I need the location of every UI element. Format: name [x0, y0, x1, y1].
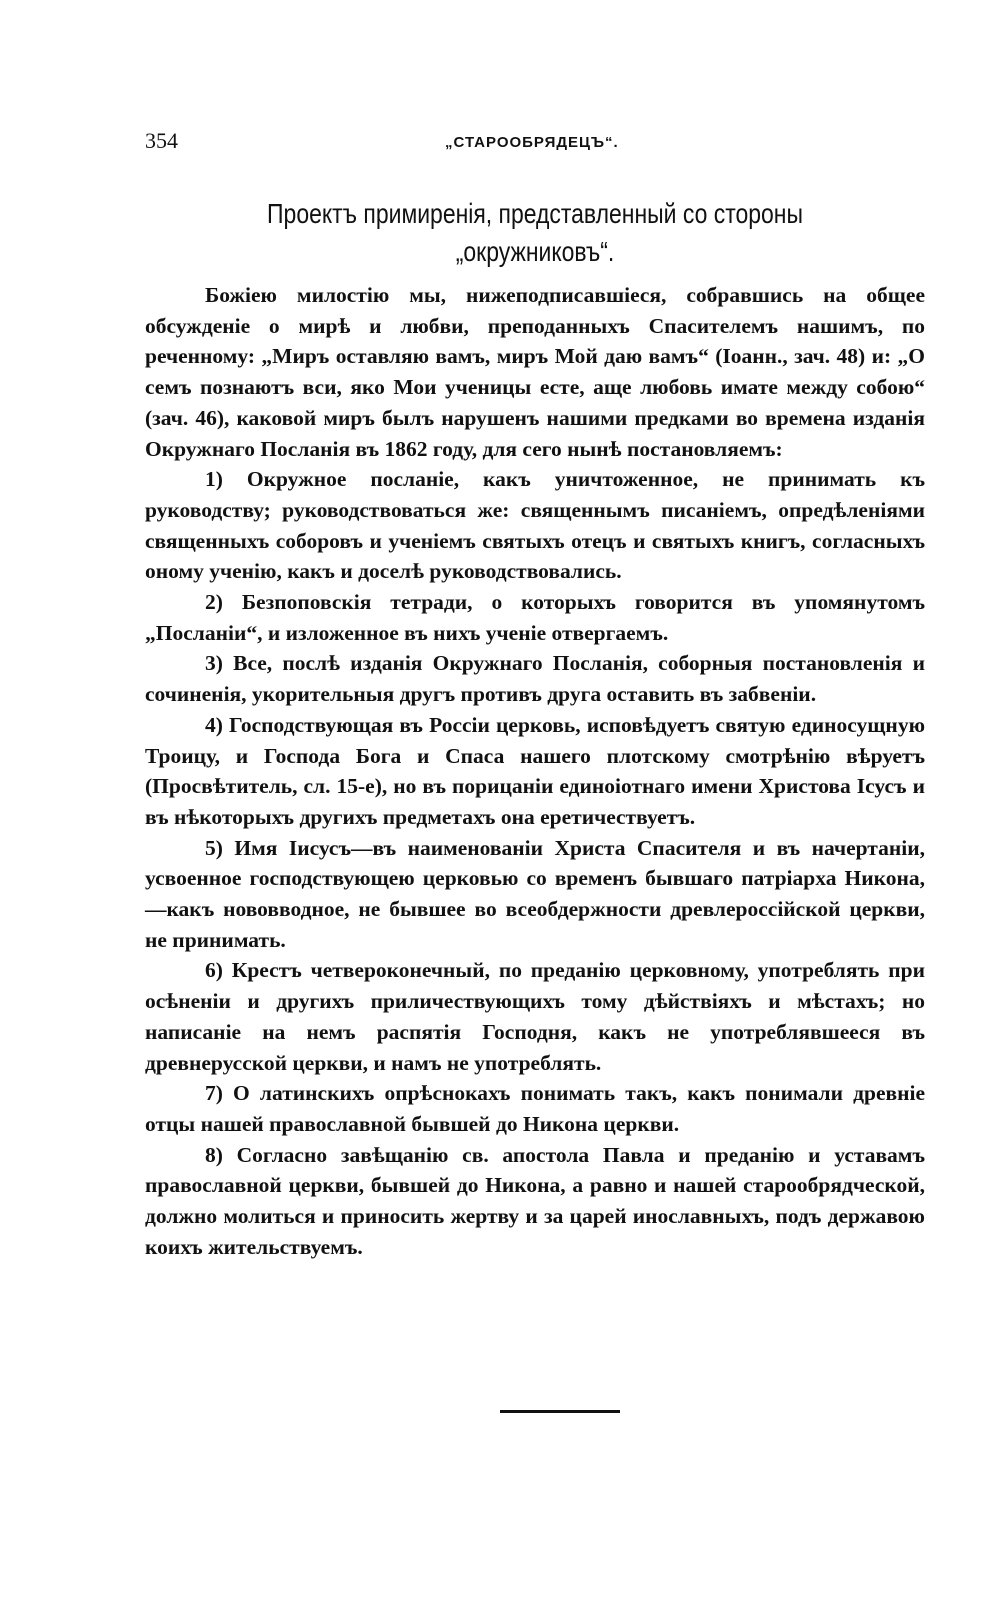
end-rule — [500, 1410, 620, 1413]
resolution-8: 8) Согласно завѣщанію св. апостола Павла и преданію и уставамъ православной церкви, бывшей до Никона, а равно и нашей старообрядческой, должно молиться и приносить жертву и за царей инославныхъ, подъ державою коихъ жительствуемъ. — [145, 1142, 925, 1259]
resolution-2: 2) Безпоповскія тетради, о которыхъ говорится въ упомянутомъ „Посланіи“, и изложенное въ нихъ ученіе отвергаемъ. — [145, 590, 925, 645]
resolution-4: 4) Господствующая въ Россіи церковь, исповѣдуетъ святую единосущную Троицу, и Господа Бога и Спаса нашего плотскому смотрѣнію вѣруетъ (Просвѣтитель, сл. 15-е), но въ порицаніи единоіотнаго имени Христова Ісусъ и въ нѣкоторыхъ другихъ предметахъ она еретичествуетъ. — [145, 712, 925, 829]
running-title: „СТАРООБРЯДЕЦЪ“. — [445, 134, 619, 151]
page-number: 354 — [145, 128, 178, 153]
article-title-line-2: „окружниковъ“. — [455, 236, 615, 267]
article-title-line-1: Проектъ примиренія, представленный со стороны — [267, 198, 803, 229]
running-head — [145, 128, 925, 168]
resolution-1: 1) Окружное посланіе, какъ уничтоженное, не принимать къ руководству; руководствоваться же: священнымъ писаніемъ, опредѣленіями священныхъ соборовъ и ученіемъ святыхъ отецъ и святыхъ книгъ, согласныхъ оному ученію, какъ и доселѣ руководствовались. — [145, 467, 925, 584]
body-text — [145, 280, 925, 1263]
resolution-5: 5) Имя Іисусъ—въ наименованіи Христа Спасителя и въ начертаніи, усвоенное господствующею церковью со временъ бывшаго патріарха Никона,—какъ нововводное, не бывшее во всеобдержности древлероссійской церкви, не принимать. — [145, 835, 925, 952]
resolution-7: 7) О латинскихъ опрѣснокахъ понимать такъ, какъ понимали древніе отцы нашей православной бывшей до Никона церкви. — [145, 1081, 925, 1136]
article-title — [215, 195, 855, 271]
resolution-6: 6) Крестъ четвероконечный, по преданію церковному, употреблять при осѣненіи и другихъ приличествующихъ тому дѣйствіяхъ и мѣстахъ; но написаніе на немъ распятія Господня, какъ не употреблявшееся въ древнерусской церкви, и намъ не употреблять. — [145, 958, 925, 1075]
intro-paragraph: Божіею милостію мы, нижеподписавшіеся, собравшись на общее обсужденіе о мирѣ и любви, преподанныхъ Спасителемъ нашимъ, по реченному: „Миръ оставляю вамъ, миръ Мой даю вамъ“ (Іоанн., зач. 48) и: „О семъ познаютъ вси, яко Мои ученицы есте, аще любовь имате между собою“ (зач. 46), каковой миръ былъ нарушенъ нашими предками во времена изданія Окружнаго Посланія въ 1862 году, для сего нынѣ постановляемъ: — [145, 283, 925, 461]
resolution-3: 3) Все, послѣ изданія Окружнаго Посланія, соборныя постановленія и сочиненія, укорительныя другъ противъ друга оставить въ забвеніи. — [145, 651, 925, 707]
